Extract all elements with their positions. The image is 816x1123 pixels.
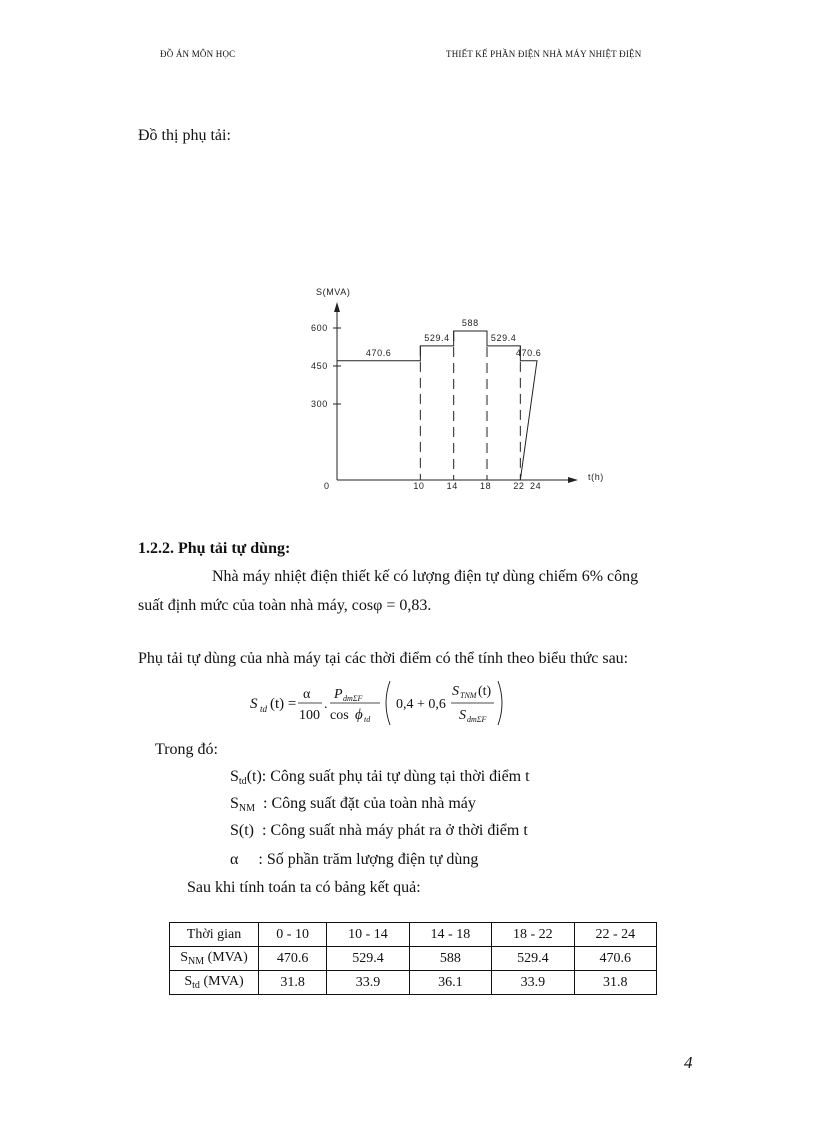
table-cell: 33.9	[492, 971, 574, 995]
y-tick-label: 300	[311, 399, 328, 409]
formula-lhs: S	[250, 696, 258, 712]
formula-p-sub: dmΣF	[343, 694, 363, 703]
table-header-cell: 10 - 14	[327, 923, 409, 947]
table-header-cell: 18 - 22	[492, 923, 574, 947]
table-cell: 470.6	[259, 947, 327, 971]
formula-lhs-arg: (t) =	[270, 696, 297, 712]
data-label: 470.6	[515, 347, 542, 358]
table-cell: 529.4	[327, 947, 409, 971]
section-title: 1.2.2. Phụ tải tự dùng:	[138, 540, 291, 557]
formula-cos: cos	[330, 708, 349, 723]
table-row	[170, 947, 657, 971]
paragraph-1-line-1: Nhà máy nhiệt điện thiết kế có lượng điện tự dùng chiếm 6% công	[212, 568, 639, 585]
formula-phi: ϕ	[355, 707, 363, 723]
y-tick-label: 450	[311, 361, 328, 371]
y-axis-label: S(MVA)	[316, 287, 351, 297]
formula	[248, 677, 508, 729]
y-axis-arrow	[334, 302, 340, 312]
formula-alpha: α	[303, 687, 311, 702]
formula-p: P	[334, 687, 343, 702]
x-tick-label: 24	[530, 481, 542, 491]
formula-s-tnm: S	[452, 684, 459, 699]
x-tick-label: 0	[324, 481, 330, 491]
table-cell: 33.9	[327, 971, 409, 995]
table-cell: 31.8	[574, 971, 656, 995]
table-cell: 470.6	[574, 947, 656, 971]
chart-heading: Đồ thị phụ tải:	[138, 127, 231, 144]
load-chart	[300, 278, 620, 498]
header-right: THIẾT KẾ PHẦN ĐIỆN NHÀ MÁY NHIỆT ĐIỆN	[446, 49, 642, 59]
paren-right	[498, 681, 502, 725]
data-label: 470.6	[365, 347, 392, 358]
legend-item-alpha: α : Số phần trăm lượng điện tự dùng	[230, 851, 479, 868]
legend-item-std: $S_{td}(t)$: Công suất phụ tải tự dùng tại thời điểm t	[230, 768, 530, 787]
table-row-label: $S_{NM}$ (MVA)	[170, 947, 259, 971]
x-axis-label: t(h)	[588, 472, 604, 482]
formula-s-tnm-sub: TNM	[460, 691, 477, 700]
table-row	[170, 971, 657, 995]
table-row-label: $S_{td}$ (MVA)	[170, 971, 259, 995]
x-tick-label: 22	[513, 481, 525, 491]
table-header-cell: Thời gian	[170, 923, 259, 947]
y-tick-label: 600	[311, 323, 328, 333]
table-cell: 36.1	[409, 971, 491, 995]
data-label: 529.4	[424, 332, 450, 343]
table-header-cell: 22 - 24	[574, 923, 656, 947]
data-label: 588	[461, 318, 479, 329]
formula-s-dm-sub: dmΣF	[467, 715, 487, 724]
table-header-cell: 14 - 18	[409, 923, 491, 947]
table-cell: 529.4	[492, 947, 574, 971]
x-tick-label: 14	[446, 481, 458, 491]
legend-item-st: S(t) : Công suất nhà máy phát ra ở thời điểm t	[230, 822, 528, 839]
data-label: 529.4	[490, 332, 517, 343]
legend-item-snm: $S_{NM}$ : Công suất đặt của toàn nhà máy	[230, 795, 476, 814]
formula-dot: .	[324, 697, 328, 712]
table-header-cell: 0 - 10	[259, 923, 327, 947]
table-cell: 588	[409, 947, 491, 971]
page-number: 4	[684, 1053, 693, 1072]
x-axis-arrow	[568, 477, 578, 483]
paragraph-1-line-2: suất định mức của toàn nhà máy, cosφ = 0,83.	[138, 597, 432, 614]
legend-outro: Sau khi tính toán ta có bảng kết quả:	[187, 879, 421, 896]
paren-left	[386, 681, 390, 725]
table-cell: 31.8	[259, 971, 327, 995]
formula-inner: 0,4 + 0,6	[396, 697, 446, 712]
x-tick-label: 10	[413, 481, 425, 491]
legend-intro: Trong đó:	[155, 741, 218, 758]
header-left: ĐỒ ÁN MÔN HỌC	[160, 49, 236, 59]
x-tick-label: 18	[480, 481, 492, 491]
paragraph-2: Phụ tải tự dùng của nhà máy tại các thời điểm có thể tính theo biểu thức sau:	[138, 650, 629, 667]
results-table	[169, 922, 657, 995]
formula-hundred: 100	[299, 708, 320, 723]
formula-phi-sub: td	[364, 715, 371, 724]
formula-s-dm: S	[459, 708, 466, 723]
table-header-row	[170, 923, 657, 947]
formula-lhs-sub: td	[260, 704, 268, 714]
formula-s-tnm-arg: (t)	[478, 684, 492, 699]
